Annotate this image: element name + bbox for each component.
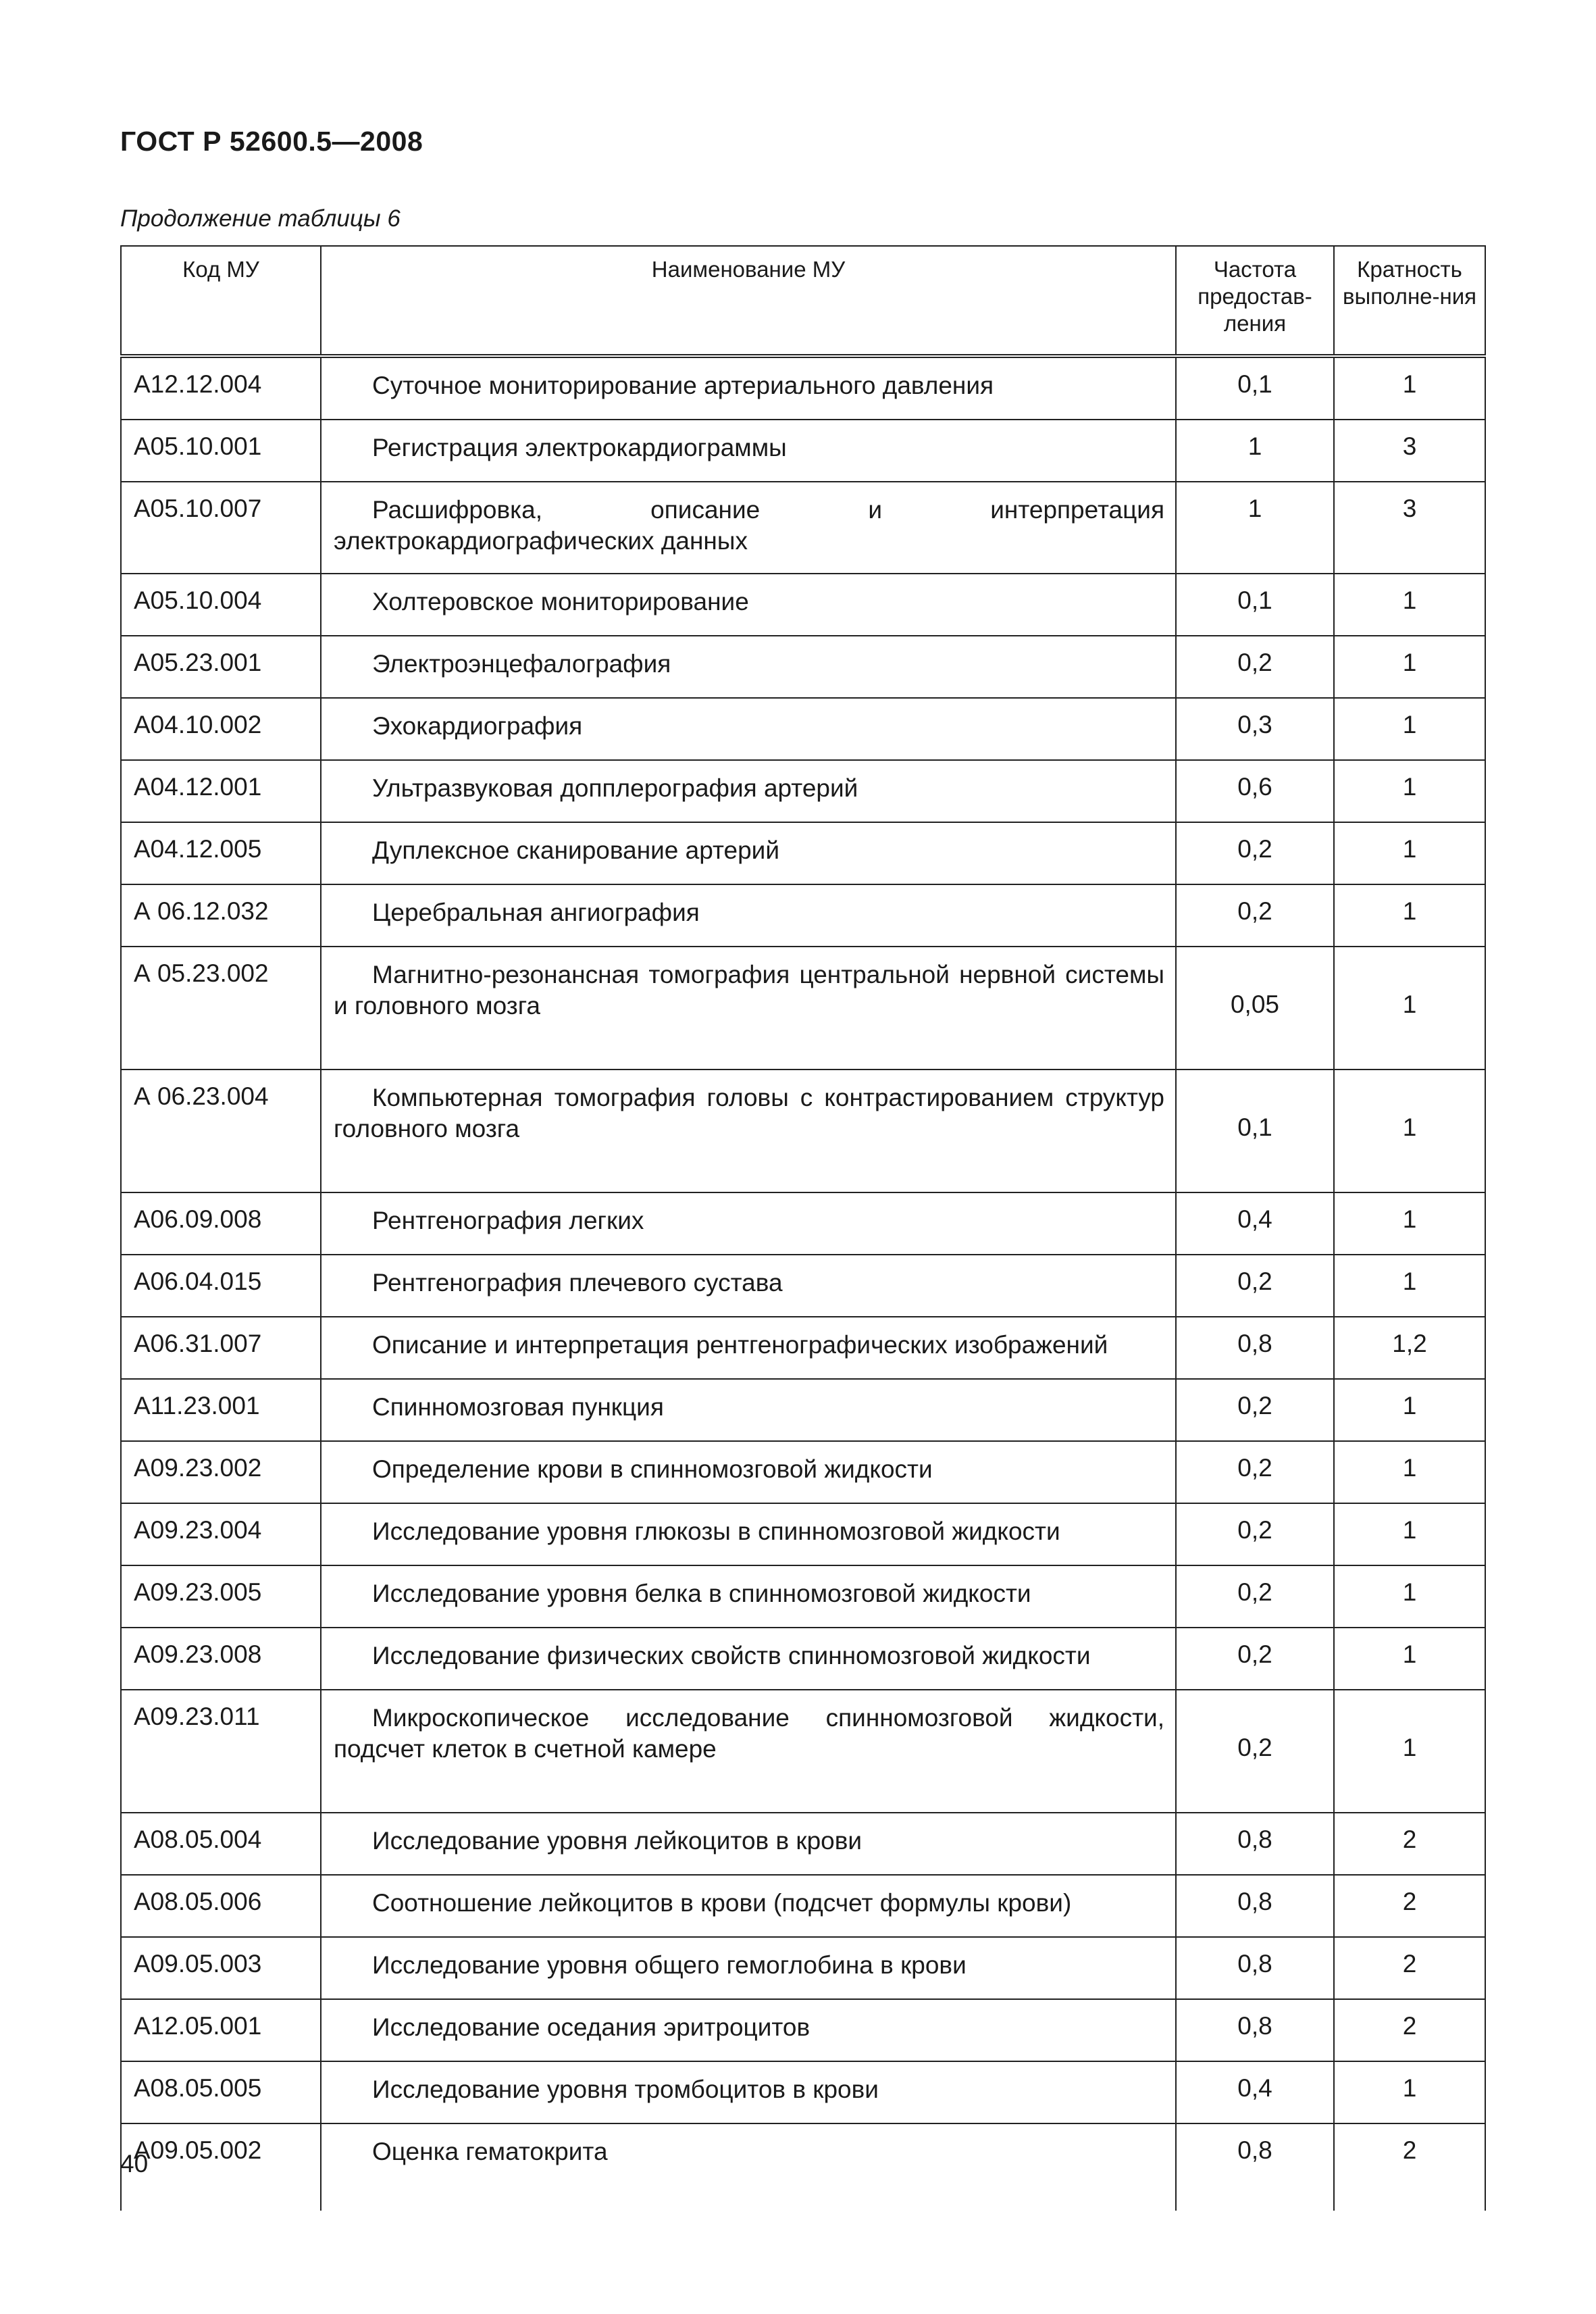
table-row (121, 482, 1485, 574)
frequency-cell: 1 (1176, 420, 1334, 482)
service-name-cell (321, 1937, 1176, 1999)
service-code-cell: A09.05.003 (121, 1937, 321, 1999)
service-code-cell: A04.10.002 (121, 698, 321, 760)
service-name-text: Рентгенография плечевого сустава (372, 1269, 783, 1297)
multiplicity-cell: 1 (1334, 947, 1485, 1070)
frequency-cell: 0,1 (1176, 1070, 1334, 1192)
table-row (121, 698, 1485, 760)
service-name-cell (321, 1690, 1176, 1813)
service-name-cell (321, 760, 1176, 822)
multiplicity-cell: 1 (1334, 1628, 1485, 1690)
service-code-cell: A06.04.015 (121, 1255, 321, 1317)
multiplicity-cell: 1,2 (1334, 1317, 1485, 1379)
frequency-cell: 0,4 (1176, 1192, 1334, 1255)
service-code-cell: A09.23.005 (121, 1565, 321, 1628)
frequency-cell: 0,2 (1176, 884, 1334, 947)
document-code: ГОСТ Р 52600.5—2008 (120, 126, 423, 157)
frequency-cell: 0,8 (1176, 1875, 1334, 1937)
service-code-cell: А 06.12.032 (121, 884, 321, 947)
medical-services-table (120, 245, 1486, 2211)
table-row (121, 636, 1485, 698)
service-name-text: Спинномозговая пункция (372, 1393, 664, 1421)
service-name-cell (321, 1565, 1176, 1628)
table-row (121, 574, 1485, 636)
service-name-text: Церебральная ангиография (372, 899, 700, 926)
service-code-cell: A05.10.004 (121, 574, 321, 636)
multiplicity-cell: 1 (1334, 1503, 1485, 1565)
frequency-cell: 0,2 (1176, 1690, 1334, 1813)
service-name-text: Суточное мониторирование артериального давления (372, 372, 994, 399)
multiplicity-cell: 1 (1334, 1565, 1485, 1628)
multiplicity-cell: 1 (1334, 1690, 1485, 1813)
service-name-cell (321, 1441, 1176, 1503)
service-code-cell: A05.10.007 (121, 482, 321, 574)
multiplicity-cell: 1 (1334, 574, 1485, 636)
frequency-cell: 0,2 (1176, 822, 1334, 884)
column-header-multiplicity: Кратность выполне-ния (1334, 246, 1485, 356)
table-row (121, 2123, 1485, 2211)
service-code-cell: A12.05.001 (121, 1999, 321, 2061)
service-code-cell: A09.23.011 (121, 1690, 321, 1813)
page-number: 40 (120, 2150, 149, 2178)
table-body (121, 356, 1485, 2211)
service-name-cell (321, 1813, 1176, 1875)
multiplicity-cell: 1 (1334, 356, 1485, 420)
multiplicity-cell: 1 (1334, 1192, 1485, 1255)
service-name-cell (321, 1192, 1176, 1255)
service-name-cell (321, 420, 1176, 482)
frequency-cell: 0,8 (1176, 1813, 1334, 1875)
multiplicity-cell: 1 (1334, 2061, 1485, 2123)
frequency-cell: 0,2 (1176, 1379, 1334, 1441)
multiplicity-cell: 2 (1334, 1999, 1485, 2061)
frequency-cell: 0,2 (1176, 1255, 1334, 1317)
service-name-text: Оценка гематокрита (372, 2138, 608, 2165)
service-name-text: Исследование уровня тромбоцитов в крови (372, 2076, 879, 2103)
frequency-cell: 0,8 (1176, 1317, 1334, 1379)
service-name-cell (321, 2061, 1176, 2123)
column-header-code: Код МУ (121, 246, 321, 356)
frequency-cell: 0,3 (1176, 698, 1334, 760)
service-code-cell: A09.23.002 (121, 1441, 321, 1503)
service-name-text: Исследование уровня глюкозы в спинномозговой жидкости (372, 1517, 1060, 1545)
table-row (121, 420, 1485, 482)
table-row (121, 1255, 1485, 1317)
service-code-cell: A12.12.004 (121, 356, 321, 420)
service-name-text: Магнитно-резонансная томография центральной нервной системы и головного мозга (334, 961, 1164, 1020)
service-name-text: Исследование уровня лейкоцитов в крови (372, 1827, 863, 1855)
service-name-cell (321, 2123, 1176, 2211)
service-name-cell (321, 1379, 1176, 1441)
table-row (121, 1875, 1485, 1937)
service-name-text: Компьютерная томография головы с контрастированием структур головного мозга (334, 1084, 1164, 1142)
service-name-text: Определение крови в спинномозговой жидкости (372, 1455, 933, 1483)
service-name-text: Исследование уровня белка в спинномозговой жидкости (372, 1580, 1031, 1607)
multiplicity-cell: 2 (1334, 1937, 1485, 1999)
service-code-cell: A09.23.004 (121, 1503, 321, 1565)
frequency-cell: 0,2 (1176, 1503, 1334, 1565)
table-row (121, 1503, 1485, 1565)
service-name-text: Холтеровское мониторирование (372, 588, 749, 615)
service-name-text: Эхокардиография (372, 712, 583, 740)
service-code-cell: A06.31.007 (121, 1317, 321, 1379)
table-row (121, 356, 1485, 420)
service-code-cell: A11.23.001 (121, 1379, 321, 1441)
table-row (121, 1441, 1485, 1503)
service-code-cell: A04.12.001 (121, 760, 321, 822)
frequency-cell: 0,05 (1176, 947, 1334, 1070)
service-code-cell: A05.10.001 (121, 420, 321, 482)
service-name-cell (321, 698, 1176, 760)
service-name-text: Описание и интерпретация рентгенографических изображений (372, 1331, 1108, 1359)
service-name-cell (321, 356, 1176, 420)
service-name-text: Регистрация электрокардиограммы (372, 434, 787, 461)
multiplicity-cell: 3 (1334, 482, 1485, 574)
frequency-cell: 1 (1176, 482, 1334, 574)
service-code-cell: A04.12.005 (121, 822, 321, 884)
frequency-cell: 0,6 (1176, 760, 1334, 822)
service-name-text: Рентгенография легких (372, 1207, 644, 1234)
multiplicity-cell: 1 (1334, 1379, 1485, 1441)
multiplicity-cell: 1 (1334, 1255, 1485, 1317)
service-name-cell (321, 636, 1176, 698)
column-header-frequency: Частота предостав-ления (1176, 246, 1334, 356)
multiplicity-cell: 1 (1334, 1070, 1485, 1192)
service-name-cell (321, 947, 1176, 1070)
frequency-cell: 0,1 (1176, 574, 1334, 636)
table-row (121, 1565, 1485, 1628)
frequency-cell: 0,8 (1176, 1999, 1334, 2061)
table-row (121, 1937, 1485, 1999)
service-name-cell (321, 1255, 1176, 1317)
multiplicity-cell: 1 (1334, 1441, 1485, 1503)
table-row (121, 1379, 1485, 1441)
table-row (121, 1999, 1485, 2061)
service-name-text: Исследование уровня общего гемоглобина в крови (372, 1951, 967, 1979)
service-name-text: Исследование оседания эритроцитов (372, 2013, 810, 2041)
frequency-cell: 0,2 (1176, 1441, 1334, 1503)
service-name-text: Ультразвуковая допплерография артерий (372, 774, 858, 802)
service-code-cell: A09.05.002 (121, 2123, 321, 2211)
service-name-cell (321, 1875, 1176, 1937)
service-name-text: Дуплексное сканирование артерий (372, 836, 780, 864)
table-row (121, 2061, 1485, 2123)
table-row (121, 1813, 1485, 1875)
frequency-cell: 0,4 (1176, 2061, 1334, 2123)
table-row (121, 1690, 1485, 1813)
table-row (121, 760, 1485, 822)
service-code-cell: A08.05.006 (121, 1875, 321, 1937)
frequency-cell: 0,8 (1176, 1937, 1334, 1999)
service-code-cell: A09.23.008 (121, 1628, 321, 1690)
frequency-cell: 0,2 (1176, 636, 1334, 698)
service-name-text: Исследование физических свойств спинномозговой жидкости (372, 1642, 1091, 1669)
table-row (121, 947, 1485, 1070)
service-name-cell (321, 482, 1176, 574)
multiplicity-cell: 1 (1334, 822, 1485, 884)
frequency-cell: 0,1 (1176, 356, 1334, 420)
service-name-cell (321, 822, 1176, 884)
table-row (121, 1070, 1485, 1192)
service-name-cell (321, 574, 1176, 636)
service-name-cell (321, 884, 1176, 947)
table-row (121, 822, 1485, 884)
frequency-cell: 0,2 (1176, 1628, 1334, 1690)
service-name-text: Электроэнцефалография (372, 650, 671, 678)
table-row (121, 1192, 1485, 1255)
service-name-cell (321, 1317, 1176, 1379)
multiplicity-cell: 3 (1334, 420, 1485, 482)
multiplicity-cell: 2 (1334, 1813, 1485, 1875)
service-name-text: Микроскопическое исследование спинномозговой жидкости, подсчет клеток в счетной камере (334, 1704, 1164, 1763)
frequency-cell: 0,8 (1176, 2123, 1334, 2211)
multiplicity-cell: 1 (1334, 698, 1485, 760)
table-row (121, 1317, 1485, 1379)
service-name-cell (321, 1503, 1176, 1565)
table-row (121, 1628, 1485, 1690)
service-name-text: Расшифровка, описание и интерпретация электрокардиографических данных (334, 496, 1164, 555)
service-code-cell: А 06.23.004 (121, 1070, 321, 1192)
service-code-cell: A08.05.004 (121, 1813, 321, 1875)
table-header-row (121, 246, 1485, 356)
multiplicity-cell: 1 (1334, 760, 1485, 822)
service-name-text: Соотношение лейкоцитов в крови (подсчет формулы крови) (372, 1889, 1072, 1917)
service-code-cell: А 05.23.002 (121, 947, 321, 1070)
service-name-cell (321, 1070, 1176, 1192)
multiplicity-cell: 1 (1334, 884, 1485, 947)
service-name-cell (321, 1628, 1176, 1690)
table-row (121, 884, 1485, 947)
frequency-cell: 0,2 (1176, 1565, 1334, 1628)
service-code-cell: A08.05.005 (121, 2061, 321, 2123)
service-name-cell (321, 1999, 1176, 2061)
multiplicity-cell: 2 (1334, 2123, 1485, 2211)
multiplicity-cell: 2 (1334, 1875, 1485, 1937)
service-code-cell: A05.23.001 (121, 636, 321, 698)
multiplicity-cell: 1 (1334, 636, 1485, 698)
column-header-name: Наименование МУ (321, 246, 1176, 356)
service-code-cell: A06.09.008 (121, 1192, 321, 1255)
table-caption: Продолжение таблицы 6 (120, 205, 401, 232)
